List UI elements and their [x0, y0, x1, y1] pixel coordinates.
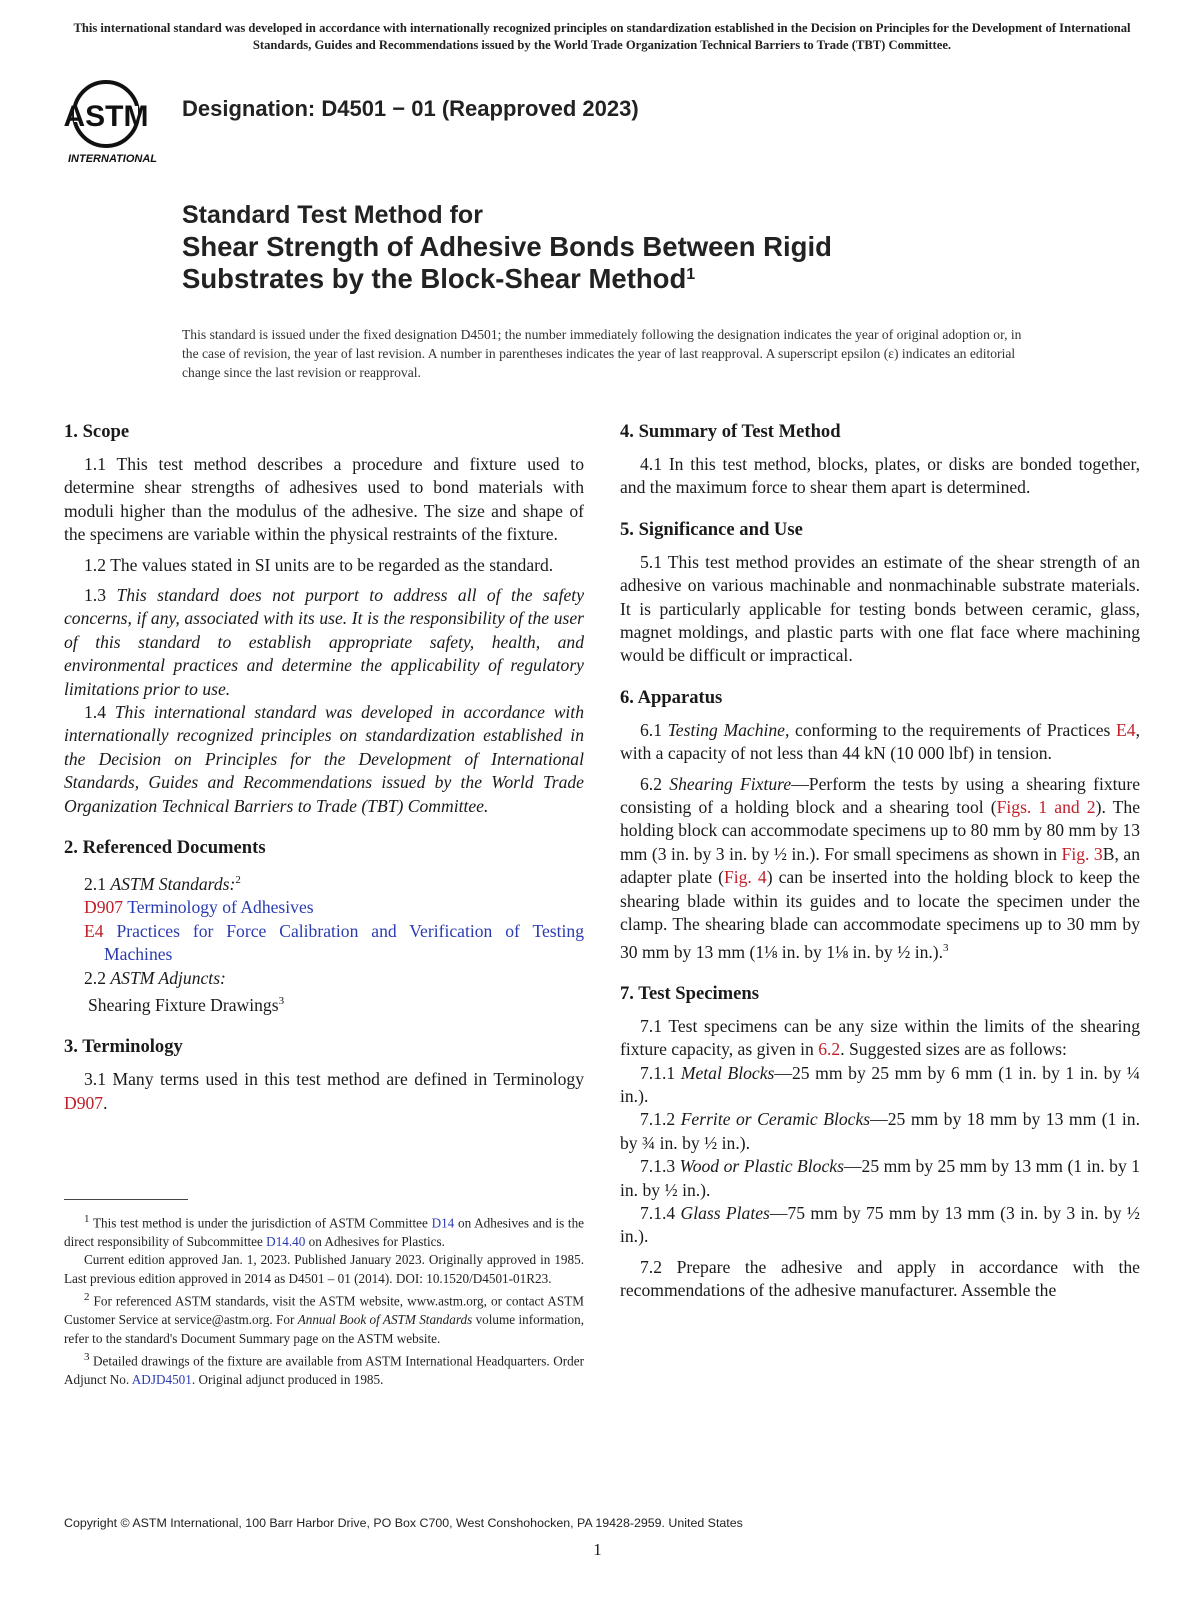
- copyright: Copyright © ASTM International, 100 Barr Harbor Drive, PO Box C700, West Conshohocken, PA 19428-2959. United States: [64, 1516, 743, 1530]
- title-footnote-mark: 1: [686, 266, 696, 283]
- paragraph-5-1: 5.1 This test method provides an estimate of the shear strength of an adhesive on various machinable and nonmachinable substrate materials. It is particularly applicable for testing bonds between ceramic, glass, magnet moldings, and plastic parts with one flat face where machining would be difficult or impractical.: [620, 551, 1140, 666]
- footnote-3: $^3$ Detailed drawings of the fixture are available from ASTM International Headquarters. Order Adjunct No. ADJD4501. Original adjunct produced in 1985.: [64, 1351, 585, 1388]
- d14-link[interactable]: D14: [431, 1215, 455, 1231]
- svg-text:ASTM: ASTM: [64, 100, 149, 133]
- svg-text:INTERNATIONAL: INTERNATIONAL: [68, 153, 158, 165]
- terminology-d907-link[interactable]: D907: [64, 1092, 104, 1113]
- document-title: [182, 200, 832, 295]
- ref-e4-link[interactable]: E4 Practices for Force Calibration and Verification of Testing Machines: [84, 920, 584, 965]
- footnote-1-edition: Current edition approved Jan. 1, 2023. Published January 2023. Originally approved in 1985. Last previous edition approved in 2014 as D4501 – 01 (2014). DOI: 10.1520/D4501-01R23.: [64, 1252, 584, 1286]
- section-6-2-link[interactable]: 6.2: [818, 1039, 841, 1060]
- paragraph-1-3: 1.3 This standard does not purport to address all of the safety concerns, if any, associated with its use. It is the responsibility of the user of this standard to establish appropriate safety, health, and environmental practices and determine the applicability of regulatory limitations prior to use.: [64, 585, 584, 699]
- footnote-1: $^1$ This test method is under the jurisdiction of ASTM Committee D14 on Adhesives and is the direct responsibility of Subcommittee D14.40 on Adhesives for Plastics.: [64, 1213, 585, 1249]
- left-column: [64, 420, 584, 1115]
- section-heading-apparatus: 6. Apparatus: [620, 686, 723, 708]
- footnotes: [64, 1210, 584, 1390]
- astm-logo: [64, 76, 174, 168]
- paragraph-1-4: 1.4 This international standard was developed in accordance with internationally recognized principles on standardization established in the Decision on Principles for the Development of International Standards, Guides and Recommendations issued by the World Trade Organization Technical Barriers to Trade (TBT) Committee.: [64, 702, 584, 816]
- paragraph-4-1: 4.1 In this test method, blocks, plates, or disks are bonded together, and the maximum force to shear them apart is determined.: [620, 454, 1140, 498]
- ref-2-2: 2.2 ASTM Adjuncts:: [84, 967, 226, 988]
- paragraph-3-1: 3.1 Many terms used in this test method are defined in Terminology D907.: [64, 1069, 584, 1113]
- paragraph-1-1: 1.1 This test method describes a procedure and fixture used to determine shear strengths of adhesives used to bond materials with moduli higher than the modulus of the adhesive. The size and shape of the specimens are variable within the physical restraints of the fixture.: [64, 454, 584, 545]
- section-heading-significance: 5. Significance and Use: [620, 518, 803, 540]
- paragraph-6-1: 6.1 Testing Machine, conforming to the requirements of Practices E4, with a capacity of not less than 44 kN (10 000 lbf) in tension.: [620, 719, 1140, 764]
- ref-2-1: 2.1 ASTM Standards:$^2$: [84, 873, 241, 894]
- section-heading-referenced-documents: 2. Referenced Documents: [64, 837, 266, 859]
- practices-e4-link[interactable]: E4: [1116, 719, 1136, 740]
- page-number: 1: [593, 1540, 602, 1559]
- section-heading-test-specimens: 7. Test Specimens: [620, 982, 759, 1004]
- figs-1-2-link[interactable]: Figs. 1 and 2: [996, 797, 1096, 818]
- adjunct-link[interactable]: ADJD4501: [131, 1372, 192, 1388]
- right-column: [620, 420, 1140, 1303]
- item-7-1-4: 7.1.4 Glass Plates—75 mm by 75 mm by 13 mm (3 in. by 3 in. by ½ in.).: [620, 1203, 1140, 1247]
- paragraph-1-2: 1.2 The values stated in SI units are to be regarded as the standard.: [84, 554, 554, 575]
- item-7-1-2: 7.1.2 Ferrite or Ceramic Blocks—25 mm by 18 mm by 13 mm (1 in. by ¾ in. by ½ in.).: [620, 1109, 1140, 1153]
- section-heading-summary: 4. Summary of Test Method: [620, 421, 841, 442]
- ref-adjunct: Shearing Fixture Drawings$^3$: [88, 994, 285, 1015]
- top-note: This international standard was developed in accordance with internationally recognized principles on standardization established in the Decision on Principles for the Development of International Standards, Guides and Recommendations issued by the World Trade Organization Technical Barriers to Trade (TBT) Committee.: [73, 21, 1131, 52]
- footnote-2: $^2$ For referenced ASTM standards, visit the ASTM website, www.astm.org, or contact ASTM Customer Service at service@astm.org. For Annual Book of ASTM Standards volume information, refer to the standard's Document Summary page on the ASTM website.: [64, 1291, 585, 1346]
- footnote-divider: [64, 1199, 188, 1200]
- issuance-note: This standard is issued under the fixed designation D4501; the number immediately following the designation indicates the year of original adoption or, in the case of revision, the year of last revision. A number in parentheses indicates the year of last reapproval. A superscript epsilon (ε) indicates an editorial change since the last revision or reapproval.: [182, 327, 1022, 380]
- fig-4-link[interactable]: Fig. 4: [723, 867, 767, 888]
- item-7-1-3: 7.1.3 Wood or Plastic Blocks—25 mm by 25 mm by 13 mm (1 in. by 1 in. by ½ in.).: [620, 1156, 1141, 1200]
- d14-40-link[interactable]: D14.40: [266, 1233, 306, 1249]
- item-7-1-1: 7.1.1 Metal Blocks—25 mm by 25 mm by 6 mm (1 in. by 1 in. by ¼ in.).: [620, 1062, 1140, 1106]
- designation: Designation: D4501 − 01 (Reapproved 2023): [182, 96, 639, 121]
- section-heading-scope: 1. Scope: [64, 421, 130, 442]
- fig-3-link[interactable]: Fig. 3: [1061, 843, 1103, 864]
- section-heading-terminology: 3. Terminology: [64, 1036, 183, 1058]
- paragraph-7-2: 7.2 Prepare the adhesive and apply in accordance with the recommendations of the adhesive manufacturer. Assemble the: [620, 1256, 1140, 1301]
- ref-d907-link[interactable]: D907 Terminology of Adhesives: [84, 897, 314, 918]
- title-line-2: Shear Strength of Adhesive Bonds Between Rigid: [182, 231, 832, 262]
- paragraph-6-2: 6.2 Shearing Fixture—Perform the tests by using a shearing fixture consisting of a holding block and a shearing tool (Figs. 1 and 2). The holding block can accommodate specimens up to 80 mm by 80 mm by 13 mm (3 in. by 3 in. by ½ in.). For small specimens as shown in Fig. 3B, an adapter plate (Fig. 4) can be inserted into the holding block to keep the shearing blade within its guides and to locate the specimen under the clamp. The shearing blade can accommodate specimens up to 30 mm by 30 mm by 13 mm (1⅛ in. by 1⅛ in. by ½ in.).$^3$: [620, 773, 1141, 962]
- title-line-3: Substrates by the Block-Shear Method: [182, 263, 687, 294]
- title-line-1: Standard Test Method for: [182, 201, 483, 229]
- paragraph-7-1: 7.1 Test specimens can be any size within the limits of the shearing fixture capacity, as given in 6.2. Suggested sizes are as follows:: [620, 1015, 1140, 1060]
